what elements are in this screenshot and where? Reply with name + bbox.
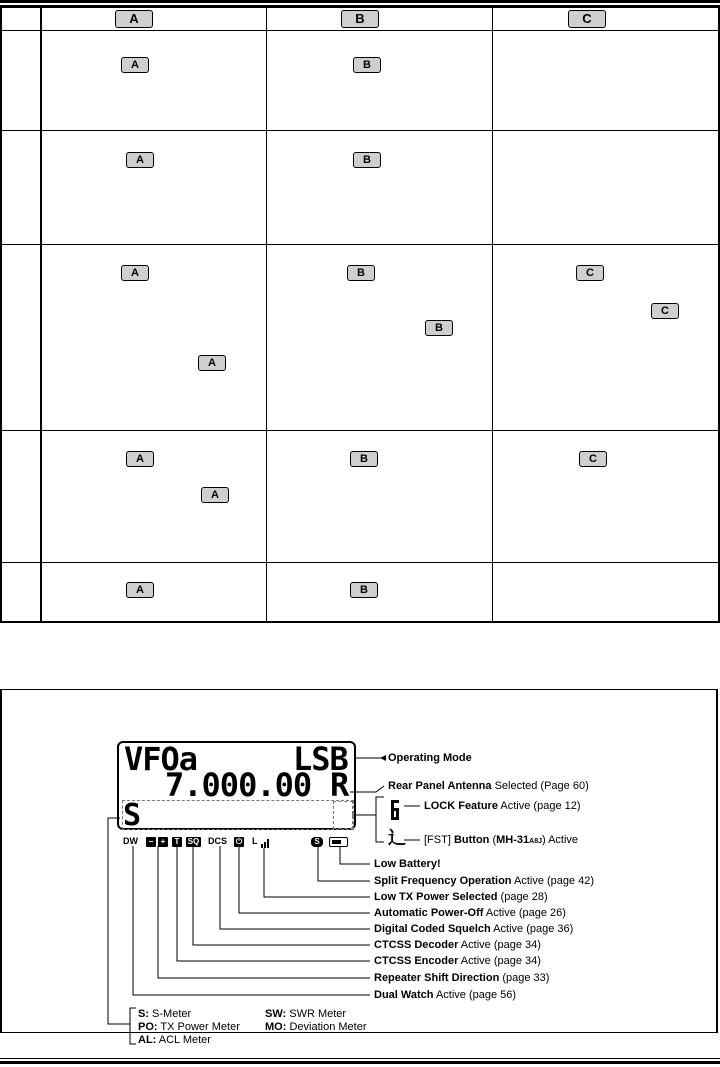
header-key-c: C — [568, 10, 606, 28]
icon-split: S — [311, 837, 323, 847]
row3-key-a: A — [121, 265, 149, 281]
header-key-b: B — [341, 10, 379, 28]
label-apo: Automatic Power-Off Active (page 26) — [374, 907, 566, 919]
row3-key-c2: C — [651, 303, 679, 319]
row2-key-b: B — [353, 152, 381, 168]
label-lock: LOCK Feature Active (page 12) — [424, 800, 581, 812]
row3-key-b: B — [347, 265, 375, 281]
header-key-a: A — [115, 10, 153, 28]
label-repeater-shift: Repeater Shift Direction (page 33) — [374, 972, 550, 984]
label-dcs: Digital Coded Squelch Active (page 36) — [374, 923, 574, 935]
power-off-icon: ⏻ — [235, 837, 243, 846]
row5-key-b: B — [350, 582, 378, 598]
row3-key-b2: B — [425, 320, 453, 336]
lcd-mode-text: VFOa — [124, 740, 198, 778]
bottom-rule-thin — [0, 1058, 720, 1059]
icon-dw: DW — [123, 836, 138, 846]
legend-po-meter: PO: TX Power Meter — [138, 1021, 240, 1033]
lcd-antenna-flag: R — [330, 766, 350, 804]
icon-minus: − — [146, 837, 156, 847]
row4-key-a: A — [126, 451, 154, 467]
row1-key-a: A — [121, 57, 149, 73]
label-ctcss-decoder: CTCSS Decoder Active (page 34) — [374, 939, 541, 951]
label-rear-antenna: Rear Panel Antenna Selected (Page 60) — [388, 780, 589, 792]
icon-plus: + — [158, 837, 168, 847]
label-fst: [FST] Button (MH-31A8J) Active — [424, 834, 579, 846]
row3-key-a2: A — [198, 355, 226, 371]
lcd-frequency: 7.000.00 — [165, 766, 312, 804]
label-dual-watch: Dual Watch Active (page 56) — [374, 989, 517, 1001]
fst-icon: ⻌ — [388, 828, 406, 849]
legend-s-meter: S: S-Meter — [138, 1008, 192, 1020]
legend-sw-meter: SW: SWR Meter — [265, 1008, 347, 1020]
icon-sq: SQ — [187, 837, 200, 846]
label-split: Split Frequency Operation Active (page 42) — [374, 875, 595, 887]
icon-low-power: L — [252, 836, 258, 846]
lcd-meter-letter: S — [123, 798, 142, 833]
row2-key-a: A — [126, 152, 154, 168]
icon-dcs: DCS — [208, 836, 228, 846]
label-operating-mode: Operating Mode — [388, 752, 472, 764]
row3-key-c: C — [576, 265, 604, 281]
row5-key-a: A — [126, 582, 154, 598]
row1-key-b: B — [353, 57, 381, 73]
row4-key-b: B — [350, 451, 378, 467]
lcd-mode-right: LSB — [293, 740, 348, 778]
label-low-battery: Low Battery! — [374, 858, 441, 870]
row4-key-c: C — [579, 451, 607, 467]
icon-t: T — [172, 837, 182, 847]
row4-key-a2: A — [201, 487, 229, 503]
label-ctcss-encoder: CTCSS Encoder Active (page 34) — [374, 955, 541, 967]
legend-al-meter: AL: ACL Meter — [138, 1034, 211, 1046]
legend-mo-meter: MO: Deviation Meter — [265, 1021, 367, 1033]
bottom-rule — [0, 1061, 720, 1064]
label-low-tx: Low TX Power Selected (page 28) — [374, 891, 548, 903]
